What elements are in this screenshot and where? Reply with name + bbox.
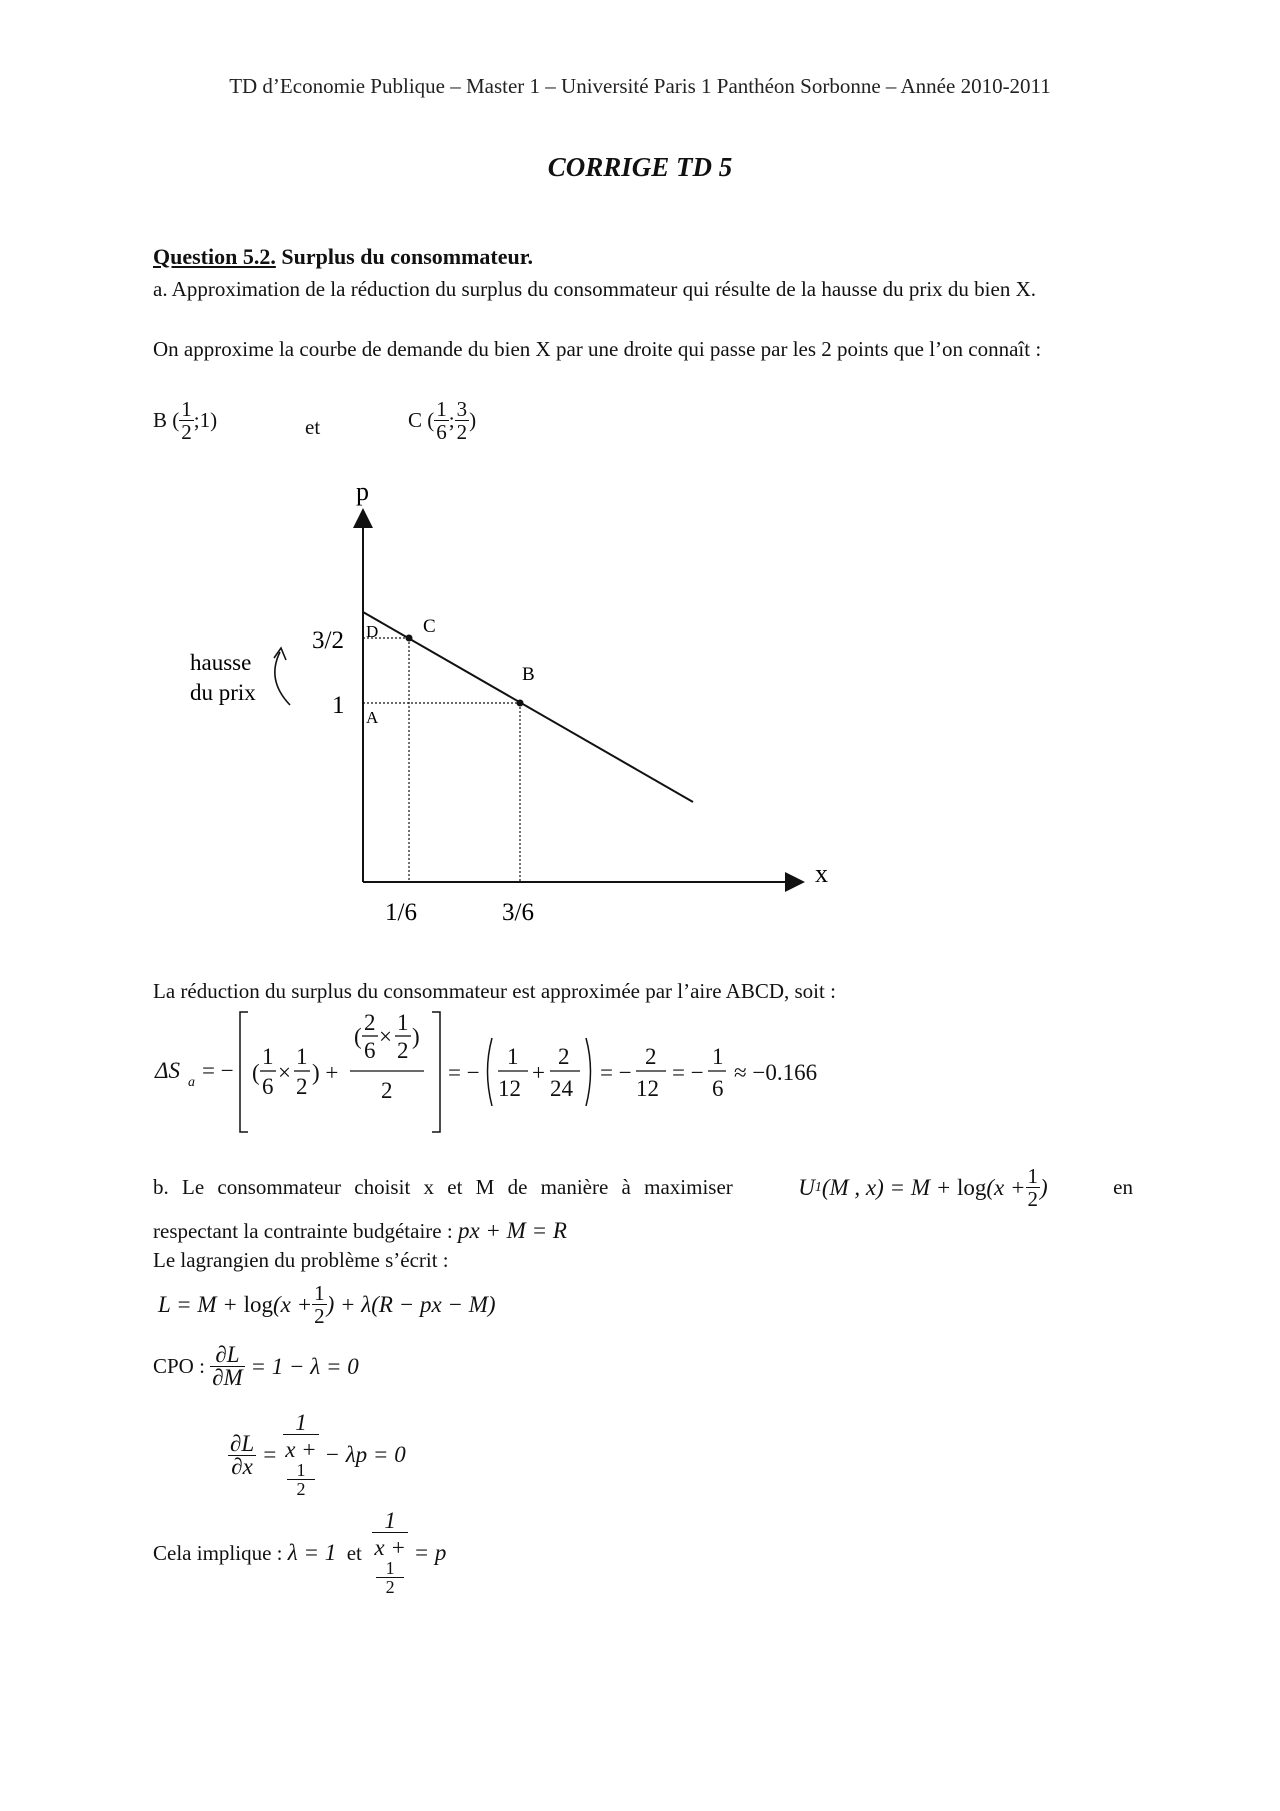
constraint-eq: px + M = R [457, 1218, 567, 1243]
lambda-eq: λ = 1 [287, 1540, 337, 1565]
curved-arrow [275, 652, 290, 705]
constraint-line [153, 1218, 567, 1244]
point-b-dot [517, 700, 524, 707]
svg-text:): ) [412, 1024, 420, 1049]
svg-text:= −: = − [448, 1060, 480, 1085]
point-c-y: $\frac{3}{2}$ [456, 397, 468, 444]
svg-text:) +: ) + [312, 1060, 339, 1085]
page-header: TD d’Economie Publique – Master 1 – Université Paris 1 Panthéon Sorbonne – Année 2010-2011 [229, 74, 1051, 98]
svg-text:1: 1 [296, 1044, 308, 1069]
label-b: B [522, 664, 535, 685]
svg-text:24: 24 [550, 1076, 573, 1101]
implies-line: Cela implique : λ = 1 et 1 x + 1 2 = p [153, 1508, 447, 1597]
demand-figure [170, 470, 850, 940]
svg-text:a: a [188, 1075, 195, 1090]
and-word: et [305, 415, 321, 439]
cpo-line-1: CPO : $\frac{\partial L}{\partial M}$ = 1 − λ = 0 [153, 1342, 359, 1390]
y-axis-label: p [356, 477, 369, 506]
svg-text:= −: = − [600, 1060, 632, 1085]
point-c-name: C [408, 408, 423, 432]
surplus-text: La réduction du surplus du consommateur est approximée par l’aire ABCD, soit : [153, 979, 836, 1003]
point-b: B ( $\frac{1}{2}$ ; 1 ) [153, 397, 218, 444]
part-b-line [153, 1165, 1133, 1210]
question-label: Question 5.2. [153, 244, 276, 269]
constraint-text: respectant la contrainte budgétaire : [153, 1218, 453, 1243]
point-c-dot [406, 635, 413, 642]
label-d: D [366, 622, 379, 641]
svg-text:12: 12 [636, 1076, 659, 1101]
svg-text:1: 1 [397, 1010, 409, 1035]
svg-text:1: 1 [262, 1044, 274, 1069]
svg-text:= −: = − [202, 1058, 234, 1083]
svg-text:1: 1 [712, 1044, 724, 1069]
part-b-intro: b. Le consommateur choisit x et M de manière à maximiser [153, 1175, 733, 1199]
lagrangian-formula: L = M + log (x + $\frac{1}{2}$ ) + λ(R − px − M) [158, 1281, 496, 1328]
utility-function: U 1 (M , x) = M + log (x + $\frac{1}{2}$ ) [798, 1164, 1048, 1211]
svg-text:(: ( [252, 1060, 260, 1085]
svg-text:+: + [532, 1060, 545, 1085]
point-c: C ( $\frac{1}{6}$ ; $\frac{3}{2}$ ) [408, 397, 477, 444]
y-tick-low: 1 [332, 692, 345, 719]
surplus-result: ≈ −0.166 [734, 1060, 818, 1085]
cpo-line-2: $\frac{\partial L}{\partial x}$ = 1 x + 1 2 − λp = 0 [230, 1410, 406, 1499]
arrow-text-2: du prix [190, 680, 256, 705]
lagrangian-text: Le lagrangien du problème s’écrit : [153, 1248, 449, 1272]
y-tick-high: 3/2 [312, 627, 344, 654]
x-tick-right: 3/6 [502, 899, 534, 926]
svg-text:6: 6 [712, 1076, 724, 1101]
demand-line [363, 612, 693, 802]
svg-text:2: 2 [296, 1074, 308, 1099]
svg-text:2: 2 [397, 1038, 409, 1063]
part-a-approx: On approxime la courbe de demande du bien X par une droite qui passe par les 2 points que l’on connaît : [153, 337, 1042, 361]
svg-text:2: 2 [645, 1044, 657, 1069]
svg-text:= −: = − [672, 1060, 704, 1085]
part-a-intro: a. Approximation de la réduction du surplus du consommateur qui résulte de la hausse du prix du bien X. [153, 277, 1036, 301]
point-b-name: B [153, 408, 168, 432]
page-title: CORRIGE TD 5 [547, 152, 733, 182]
part-b-after: en [1113, 1175, 1133, 1199]
point-b-y: 1 [199, 408, 211, 432]
point-b-x: $\frac{1}{2}$ [181, 397, 192, 444]
implies-text: Cela implique : [153, 1540, 283, 1565]
svg-text:2: 2 [364, 1010, 376, 1035]
point-c-x: $\frac{1}{6}$ [436, 397, 447, 444]
svg-text:(: ( [354, 1024, 362, 1049]
cpo-label: CPO : [153, 1354, 205, 1378]
surplus-formula [150, 1000, 870, 1140]
svg-text:×: × [278, 1060, 291, 1085]
svg-text:6: 6 [364, 1038, 376, 1063]
curved-arrow-head [274, 648, 286, 660]
svg-text:6: 6 [262, 1074, 274, 1099]
svg-text:2: 2 [381, 1078, 393, 1103]
svg-text:2: 2 [558, 1044, 570, 1069]
svg-text:12: 12 [498, 1076, 521, 1101]
svg-text:1: 1 [507, 1044, 519, 1069]
label-a: A [366, 708, 379, 727]
x-axis-label: x [815, 859, 828, 888]
x-tick-left: 1/6 [385, 899, 417, 926]
svg-text:×: × [379, 1024, 392, 1049]
arrow-text-1: hausse [190, 650, 252, 675]
question-title: Surplus du consommateur. [281, 244, 533, 269]
svg-text:ΔS: ΔS [155, 1058, 180, 1083]
implies-and: et [346, 1540, 362, 1565]
label-c: C [423, 616, 436, 637]
question-heading [153, 244, 533, 270]
